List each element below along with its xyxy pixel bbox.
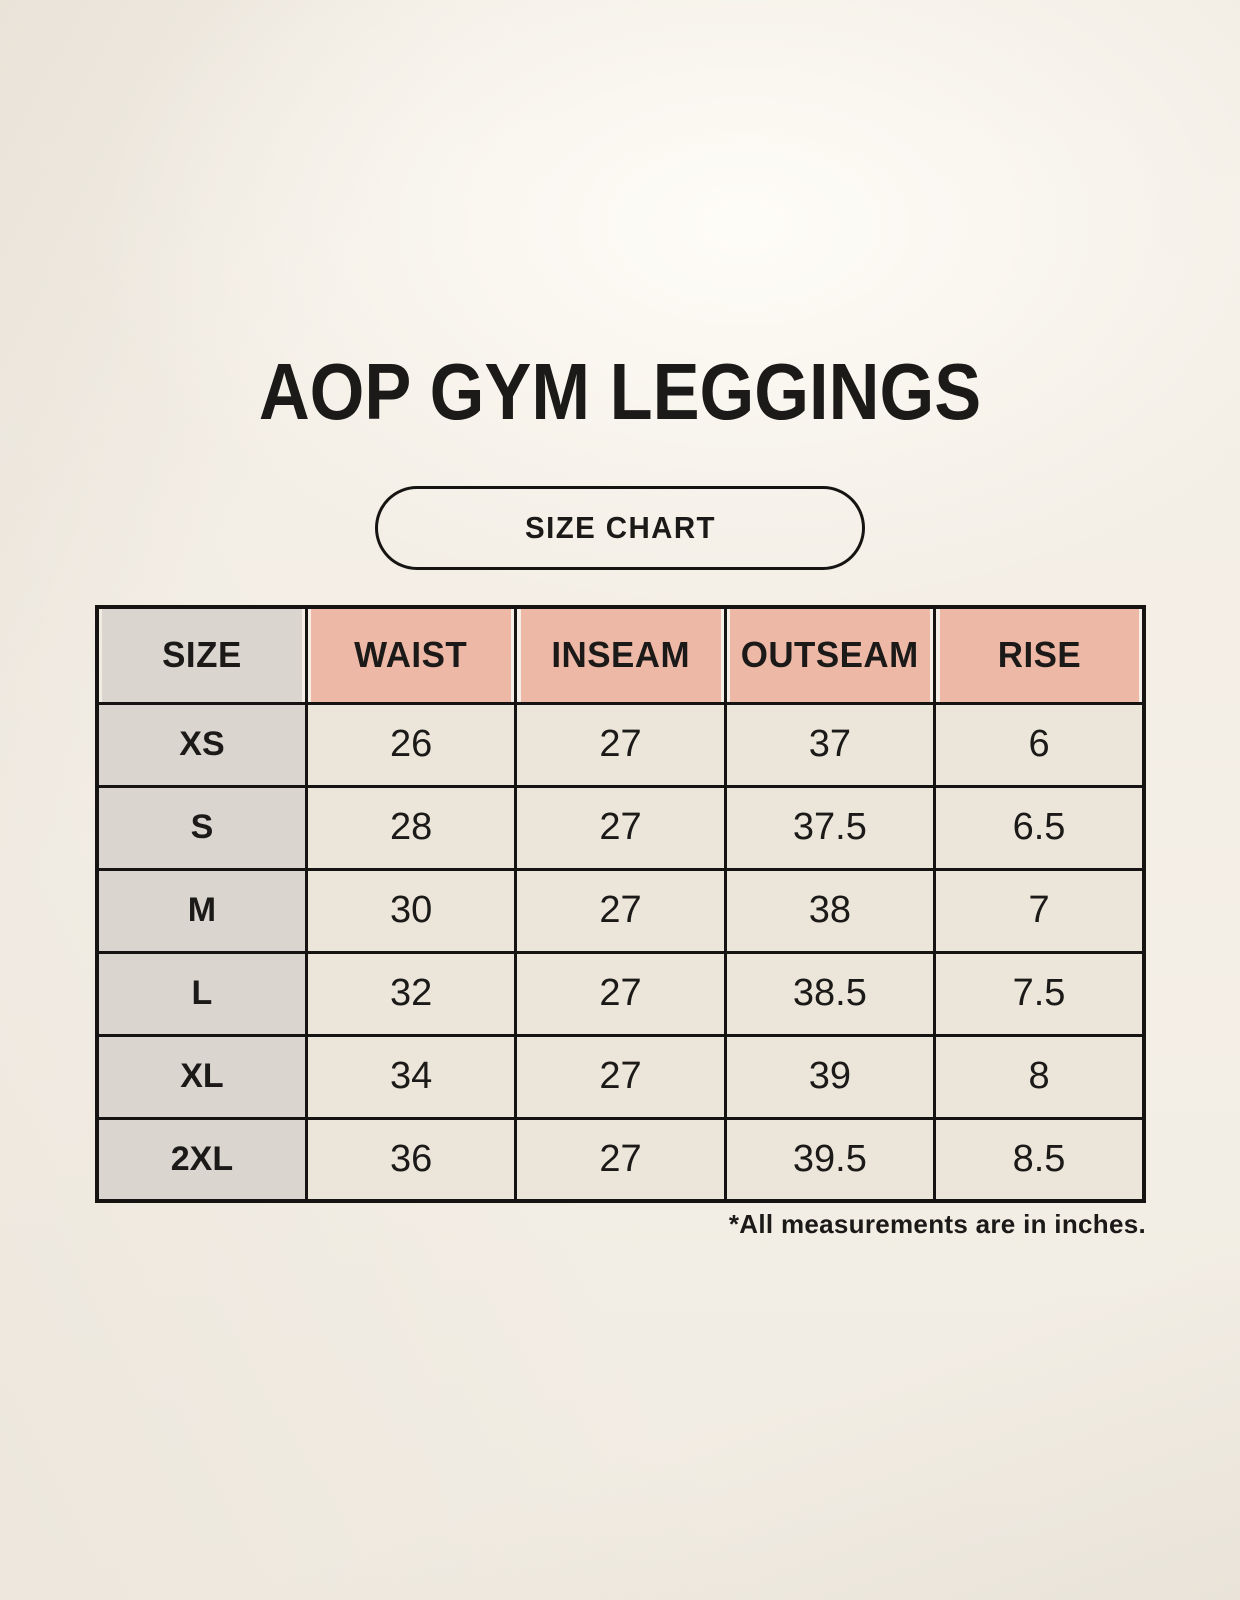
table-row-s — [97, 786, 1144, 869]
waist-cell: 36 — [306, 1118, 515, 1201]
rise-cell: 7 — [935, 869, 1144, 952]
header-cell-inseam: INSEAM — [519, 607, 722, 703]
rise-cell: 6 — [935, 703, 1144, 786]
size-cell: L — [97, 952, 306, 1035]
outseam-cell: 38.5 — [725, 952, 934, 1035]
waist-cell: 32 — [306, 952, 515, 1035]
inseam-cell: 27 — [516, 952, 725, 1035]
table-row-m — [97, 869, 1144, 952]
waist-cell: 34 — [306, 1035, 515, 1118]
size-chart-badge-label: SIZE CHART — [524, 510, 716, 545]
size-cell: XS — [97, 703, 306, 786]
outseam-cell: 37.5 — [725, 786, 934, 869]
inseam-cell: 27 — [516, 703, 725, 786]
table-row-2xl — [97, 1118, 1144, 1201]
table-row-l — [97, 952, 1144, 1035]
rise-cell: 8.5 — [935, 1118, 1144, 1201]
table-row-xl — [97, 1035, 1144, 1118]
inseam-cell: 27 — [516, 1118, 725, 1201]
size-cell: 2XL — [97, 1118, 306, 1201]
size-cell: M — [97, 869, 306, 952]
measurements-footnote: *All measurements are in inches. — [728, 1209, 1146, 1239]
size-chart-table — [95, 605, 1146, 1203]
header-cell-size: SIZE — [100, 607, 303, 703]
inseam-cell: 27 — [516, 1035, 725, 1118]
table-header-row — [97, 607, 1144, 703]
inseam-cell: 27 — [516, 869, 725, 952]
outseam-cell: 39 — [725, 1035, 934, 1118]
rise-cell: 7.5 — [935, 952, 1144, 1035]
waist-cell: 26 — [306, 703, 515, 786]
page-title: AOP GYM LEGGINGS — [258, 347, 982, 436]
waist-cell: 28 — [306, 786, 515, 869]
outseam-cell: 39.5 — [725, 1118, 934, 1201]
size-cell: S — [97, 786, 306, 869]
size-cell: XL — [97, 1035, 306, 1118]
header-cell-waist: WAIST — [310, 607, 513, 703]
size-chart-badge — [375, 486, 865, 570]
rise-cell: 6.5 — [935, 786, 1144, 869]
header-cell-rise: RISE — [938, 607, 1141, 703]
rise-cell: 8 — [935, 1035, 1144, 1118]
outseam-cell: 38 — [725, 869, 934, 952]
header-cell-outseam: OUTSEAM — [728, 607, 931, 703]
waist-cell: 30 — [306, 869, 515, 952]
inseam-cell: 27 — [516, 786, 725, 869]
table-row-xs — [97, 703, 1144, 786]
outseam-cell: 37 — [725, 703, 934, 786]
